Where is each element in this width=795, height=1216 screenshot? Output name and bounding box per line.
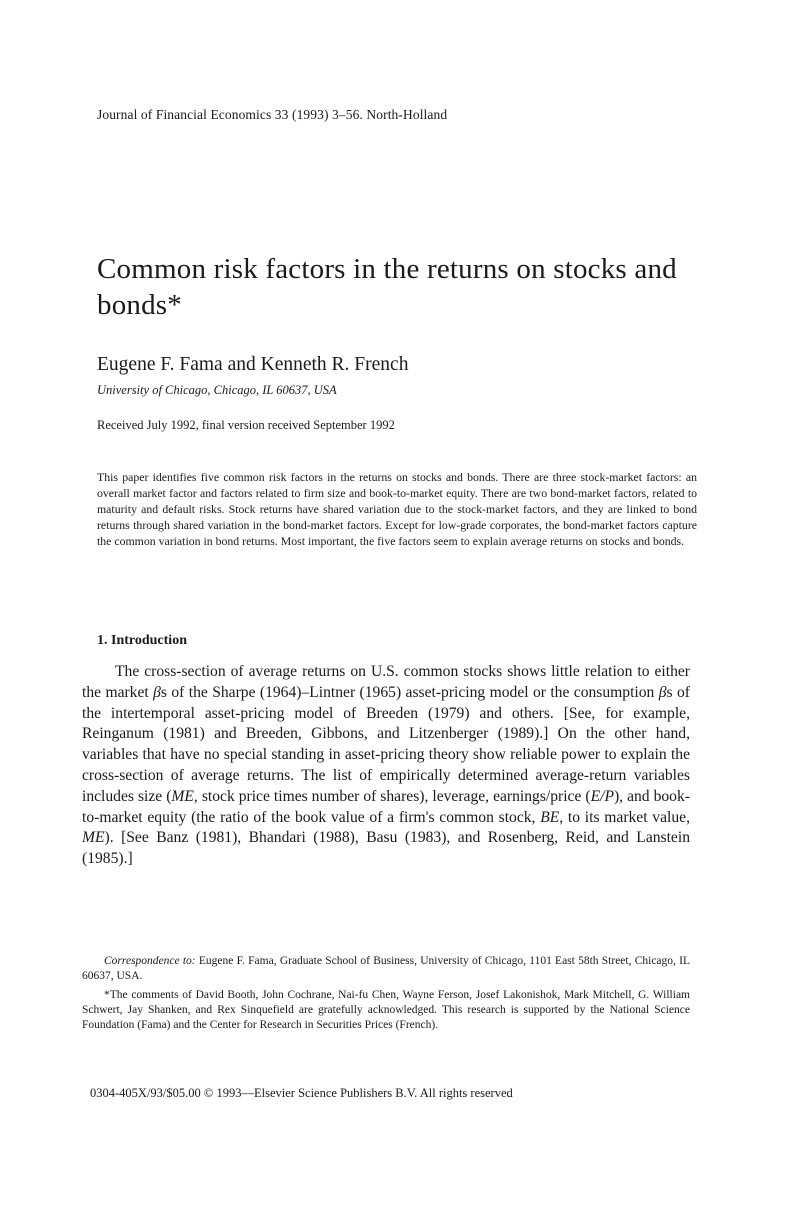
copyright-line: 0304-405X/93/$05.00 © 1993—Elsevier Science Publishers B.V. All rights reserved xyxy=(90,1086,513,1100)
variable-be: BE xyxy=(540,808,560,826)
intro-text: ), and book-to-market equity (the ratio of the book value of a firm's common stock, xyxy=(82,787,690,826)
received-dates: Received July 1992, final version received September 1992 xyxy=(97,418,395,432)
correspondence-text: Eugene F. Fama, Graduate School of Business, University of Chicago, 1101 East 58th Street, Chicago, IL 60637, USA. xyxy=(82,955,690,982)
variable-me: ME xyxy=(82,829,105,847)
abstract: This paper identifies five common risk factors in the returns on stocks and bonds. There are three stock-market factors: an overall market factor and factors related to firm size and book-to-market equity. There are two bond-market factors, related to maturity and default risks. Stock returns have shared variation due to the stock-market factors, and they are linked to bond returns through shared variation in the bond-market factors. Except for low-grade corporates, the bond-market factors capture the common variation in bond returns. Most important, the five factors seem to explain average returns on stocks and bonds. xyxy=(97,470,697,549)
article-title: Common risk factors in the returns on stocks and bonds* xyxy=(97,253,677,321)
author-affiliation: University of Chicago, Chicago, IL 60637, USA xyxy=(97,383,337,397)
introduction-paragraph xyxy=(82,662,690,870)
section-heading: 1. Introduction xyxy=(97,633,187,648)
acknowledgements-footnote: *The comments of David Booth, John Cochrane, Nai-fu Chen, Wayne Ferson, Josef Lakonishok, Mark Mitchell, G. William Schwert, Jay Shanken, and Rex Sinquefield are gratefully acknowledged. This research is supported by the National Science Foundation (Fama) and the Center for Research in Securities Prices (French). xyxy=(82,989,690,1031)
variable-ep: E/P xyxy=(590,787,614,805)
intro-text: , stock price times number of shares), leverage, earnings/price ( xyxy=(193,787,591,805)
correspondence-footnote xyxy=(82,954,690,984)
intro-text: The cross-section of average returns on U.S. common stocks shows little relation to either the market xyxy=(82,663,690,701)
intro-text: , to its market value, xyxy=(559,808,690,826)
intro-text: s of the Sharpe (1964)–Lintner (1965) asset-pricing model or the consumption xyxy=(160,683,659,701)
beta-symbol: β xyxy=(658,683,667,701)
beta-symbol: β xyxy=(153,683,161,701)
intro-text: s of the intertemporal asset-pricing model of Breeden (1979) and others. [See, for example, Reinganum (1981) and Breeden, Gibbons, and Litzenberger (1989).] On the other hand, variables that have no special standing in asset-pricing theory show reliable power to explain the cross-section of average returns. The list of empirically determined average-return variables includes size ( xyxy=(82,683,690,805)
footnotes xyxy=(82,954,690,1033)
variable-me: ME xyxy=(171,787,194,805)
journal-citation: Journal of Financial Economics 33 (1993) 3–56. North-Holland xyxy=(97,107,448,122)
article-authors: Eugene F. Fama and Kenneth R. French xyxy=(97,354,409,375)
intro-text: ). [See Banz (1981), Bhandari (1988), Basu (1983), and Rosenberg, Reid, and Lanstein (1985).] xyxy=(82,829,690,868)
correspondence-label: Correspondence to: xyxy=(104,955,196,967)
